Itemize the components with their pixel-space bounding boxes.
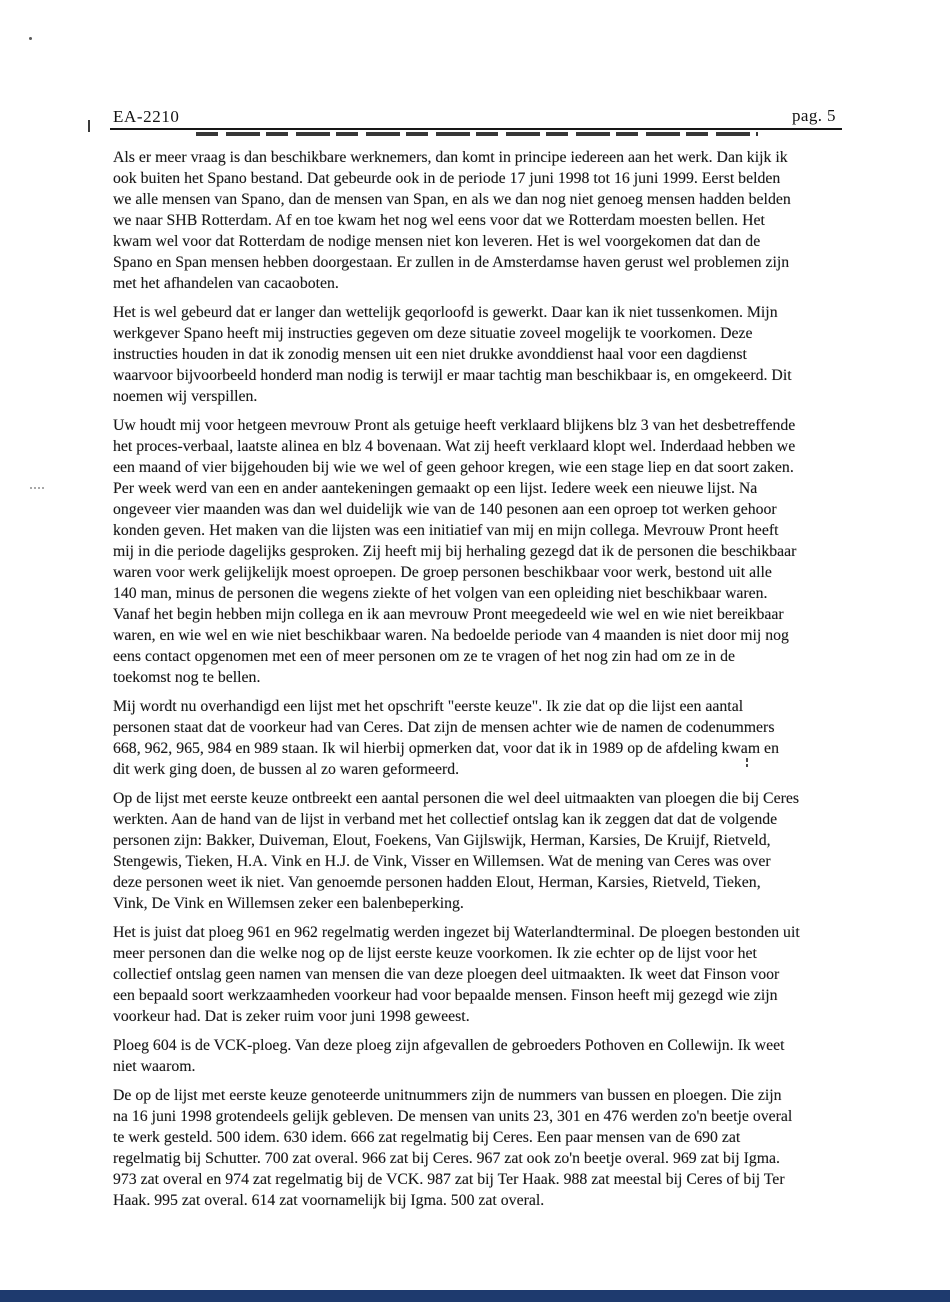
text-line: Vink, De Vink en Willemsen zeker een balenbeperking. — [113, 895, 464, 912]
text-line: na 16 juni 1998 grotendeels gelijk gebleven. De mensen van units 23, 301 en 476 werden zo'n beetje overal — [113, 1108, 793, 1125]
text-line: waarvoor bijvoorbeeld honderd man nodig is terwijl er maar tachtig man beschikbaar is, en omgekeerd. Dit — [113, 367, 792, 384]
text-line: Stengewis, Tieken, H.A. Vink en H.J. de Vink, Visser en Willemsen. Wat de mening van Ceres was over — [113, 853, 771, 870]
text-line: we alle mensen van Spano, dan de mensen van Span, en als we dan nog niet genoeg mensen hadden belden — [113, 191, 791, 208]
text-line: mij in die periode dagelijks gesproken. Zij heeft mij bij herhaling gezegd dat ik de personen die beschikbaar — [113, 543, 797, 560]
text-line: voorkeur had. Dat is zeker ruim voor juni 1998 geweest. — [113, 1008, 470, 1025]
scan-margin-tick — [88, 120, 90, 132]
text-line: personen zijn: Bakker, Duiveman, Elout, Foekens, Van Gijlswijk, Herman, Karsies, De Kruijf, Rietveld, — [113, 832, 771, 849]
text-line: we naar SHB Rotterdam. Af en toe kwam het nog wel eens voor dat we Rotterdam moesten bellen. Het — [113, 212, 765, 229]
text-line: Mij wordt nu overhandigd een lijst met het opschrift "eerste keuze". Ik zie dat op die lijst een aantal — [113, 698, 744, 715]
paragraph-6 — [113, 922, 853, 1027]
text-line: werkgever Spano heeft mij instructies gegeven om deze situatie zoveel mogelijk te voorkomen. Deze — [113, 325, 753, 342]
paragraph-4 — [113, 696, 853, 780]
text-line: Ploeg 604 is de VCK-ploeg. Van deze ploeg zijn afgevallen de gebroeders Pothoven en Collewijn. Ik weet — [113, 1037, 785, 1054]
text-line: eens contact opgenomen met een of meer personen om ze te vragen of het nog zin had om ze in de — [113, 648, 735, 665]
text-line: instructies houden in dat ik zonodig mensen uit een niet drukke avonddienst haal voor een dagdienst — [113, 346, 747, 363]
scan-speck — [29, 37, 32, 40]
text-line: Per week werd van een en ander aantekeningen gemaakt op een lijst. Iedere week een nieuwe lijst. Na — [113, 480, 758, 497]
text-line: kwam wel voor dat Rotterdam de nodige mensen niet kon leveren. Het is wel voorgekomen dat dan de — [113, 233, 761, 250]
text-line: waren voor werk gelijkelijk moest oproepen. De groep personen beschikbaar voor werk, bestond uit alle — [113, 564, 772, 581]
paragraph-2 — [113, 302, 853, 407]
text-line: De op de lijst met eerste keuze genoteerde unitnummers zijn de nummers van bussen en ploegen. Die zijn — [113, 1087, 782, 1104]
paragraph-7 — [113, 1035, 853, 1077]
paragraph-3 — [113, 415, 853, 688]
text-line: 973 zat overal en 974 zat regelmatig bij de VCK. 987 zat bij Ter Haak. 988 zat meestal bij Ceres of bij Ter — [113, 1171, 785, 1188]
text-line: deze personen weet ik niet. Van genoemde personen hadden Elout, Herman, Karsies, Rietveld, Tieken, — [113, 874, 761, 891]
text-line: regelmatig bij Schutter. 700 zat overal. 966 zat bij Ceres. 967 zat ook zo'n beetje overal. 969 zat bij Igma. — [113, 1150, 780, 1167]
document-body — [113, 147, 853, 1219]
header-rule-smudge — [196, 132, 758, 136]
text-line: een maand of vier bijgehouden bij wie we wel of geen gehoor kregen, wie een stage liep en dat soort zaken. — [113, 459, 794, 476]
text-line: Uw houdt mij voor hetgeen mevrouw Pront als getuige heeft verklaard blijkens blz 3 van het desbetreffende — [113, 417, 796, 434]
text-line: dit werk ging doen, de bussen al zo waren geformeerd. — [113, 761, 460, 778]
text-line: Spano en Span mensen hebben doorgestaan. Er zullen in de Amsterdamse haven gerust wel problemen zijn — [113, 254, 790, 271]
text-line: met het afhandelen van cacaoboten. — [113, 275, 339, 292]
scan-margin-dots — [30, 487, 45, 489]
header-rule — [110, 128, 842, 130]
text-line: meer personen dan die welke nog op de lijst eerste keuze voorkomen. Ik zie echter op de lijst voor het — [113, 945, 757, 962]
text-line: collectief ontslag geen namen van mensen die van deze ploegen deel uitmaakten. Ik weet dat Finson voor — [113, 966, 780, 983]
text-line: konden geven. Het maken van die lijsten was een initiatief van mij en mijn collega. Mevrouw Pront heeft — [113, 522, 779, 539]
bottom-edge-bar — [0, 1290, 950, 1302]
text-line: werkten. Aan de hand van de lijst in verband met het collectief ontslag kan ik zeggen dat dat de volgende — [113, 811, 778, 828]
text-line: waren, en wie wel en wie niet beschikbaar waren. Na bedoelde periode van 4 maanden is niet door mij nog — [113, 627, 789, 644]
text-line: een bepaald soort werkzaamheden voorkeur had voor bepaalde mensen. Finson heeft mij gezegd wie zijn — [113, 987, 778, 1004]
page-number: pag. 5 — [792, 106, 836, 125]
text-line: ongeveer vier maanden was dan wel duidelijk wie van de 140 pesonen aan een oproep tot werken gehoor — [113, 501, 777, 518]
text-line: Haak. 995 zat overal. 614 zat voornamelijk bij Igma. 500 zat overal. — [113, 1192, 545, 1209]
text-line: Als er meer vraag is dan beschikbare werknemers, dan komt in principe iedereen aan het werk. Dan kijk ik — [113, 149, 788, 166]
paragraph-5 — [113, 788, 853, 914]
text-line: personen staat dat de voorkeur had van Ceres. Dat zijn de mensen achter wie de namen de codenummers — [113, 719, 775, 736]
text-line: niet waarom. — [113, 1058, 196, 1075]
text-line: 668, 962, 965, 984 en 989 staan. Ik wil hierbij opmerken dat, voor dat ik in 1989 op de afdeling kwam en — [113, 740, 779, 757]
text-line: noemen wij verspillen. — [113, 388, 258, 405]
text-line: Op de lijst met eerste keuze ontbreekt een aantal personen die wel deel uitmaakten van ploegen die bij Ceres — [113, 790, 800, 807]
paragraph-8 — [113, 1085, 853, 1211]
text-line: Vanaf het begin hebben mijn collega en ik aan mevrouw Pront meegedeeld wie wel en wie niet bereikbaar — [113, 606, 784, 623]
text-line: Het is juist dat ploeg 961 en 962 regelmatig werden ingezet bij Waterlandterminal. De ploegen bestonden uit — [113, 924, 800, 941]
text-line: toekomst nog te bellen. — [113, 669, 261, 686]
text-line: 140 man, minus de personen die wegens ziekte of het volgen van een opleiding niet beschikbaar waren. — [113, 585, 768, 602]
text-line: het proces-verbaal, laatste alinea en blz 4 bovenaan. Wat zij heeft verklaard klopt wel. Inderdaad hebben we — [113, 438, 796, 455]
text-line: Het is wel gebeurd dat er langer dan wettelijk geqorloofd is gewerkt. Daar kan ik niet tussenkomen. Mijn — [113, 304, 778, 321]
document-reference: EA-2210 — [113, 107, 180, 126]
text-line: ook buiten het Spano bestand. Dat gebeurde ook in de periode 17 juni 1998 tot 16 juni 1999. Eerst belden — [113, 170, 781, 187]
paragraph-1 — [113, 147, 853, 294]
text-line: te werk gesteld. 500 idem. 630 idem. 666 zat regelmatig bij Ceres. Een paar mensen van de 690 zat — [113, 1129, 741, 1146]
